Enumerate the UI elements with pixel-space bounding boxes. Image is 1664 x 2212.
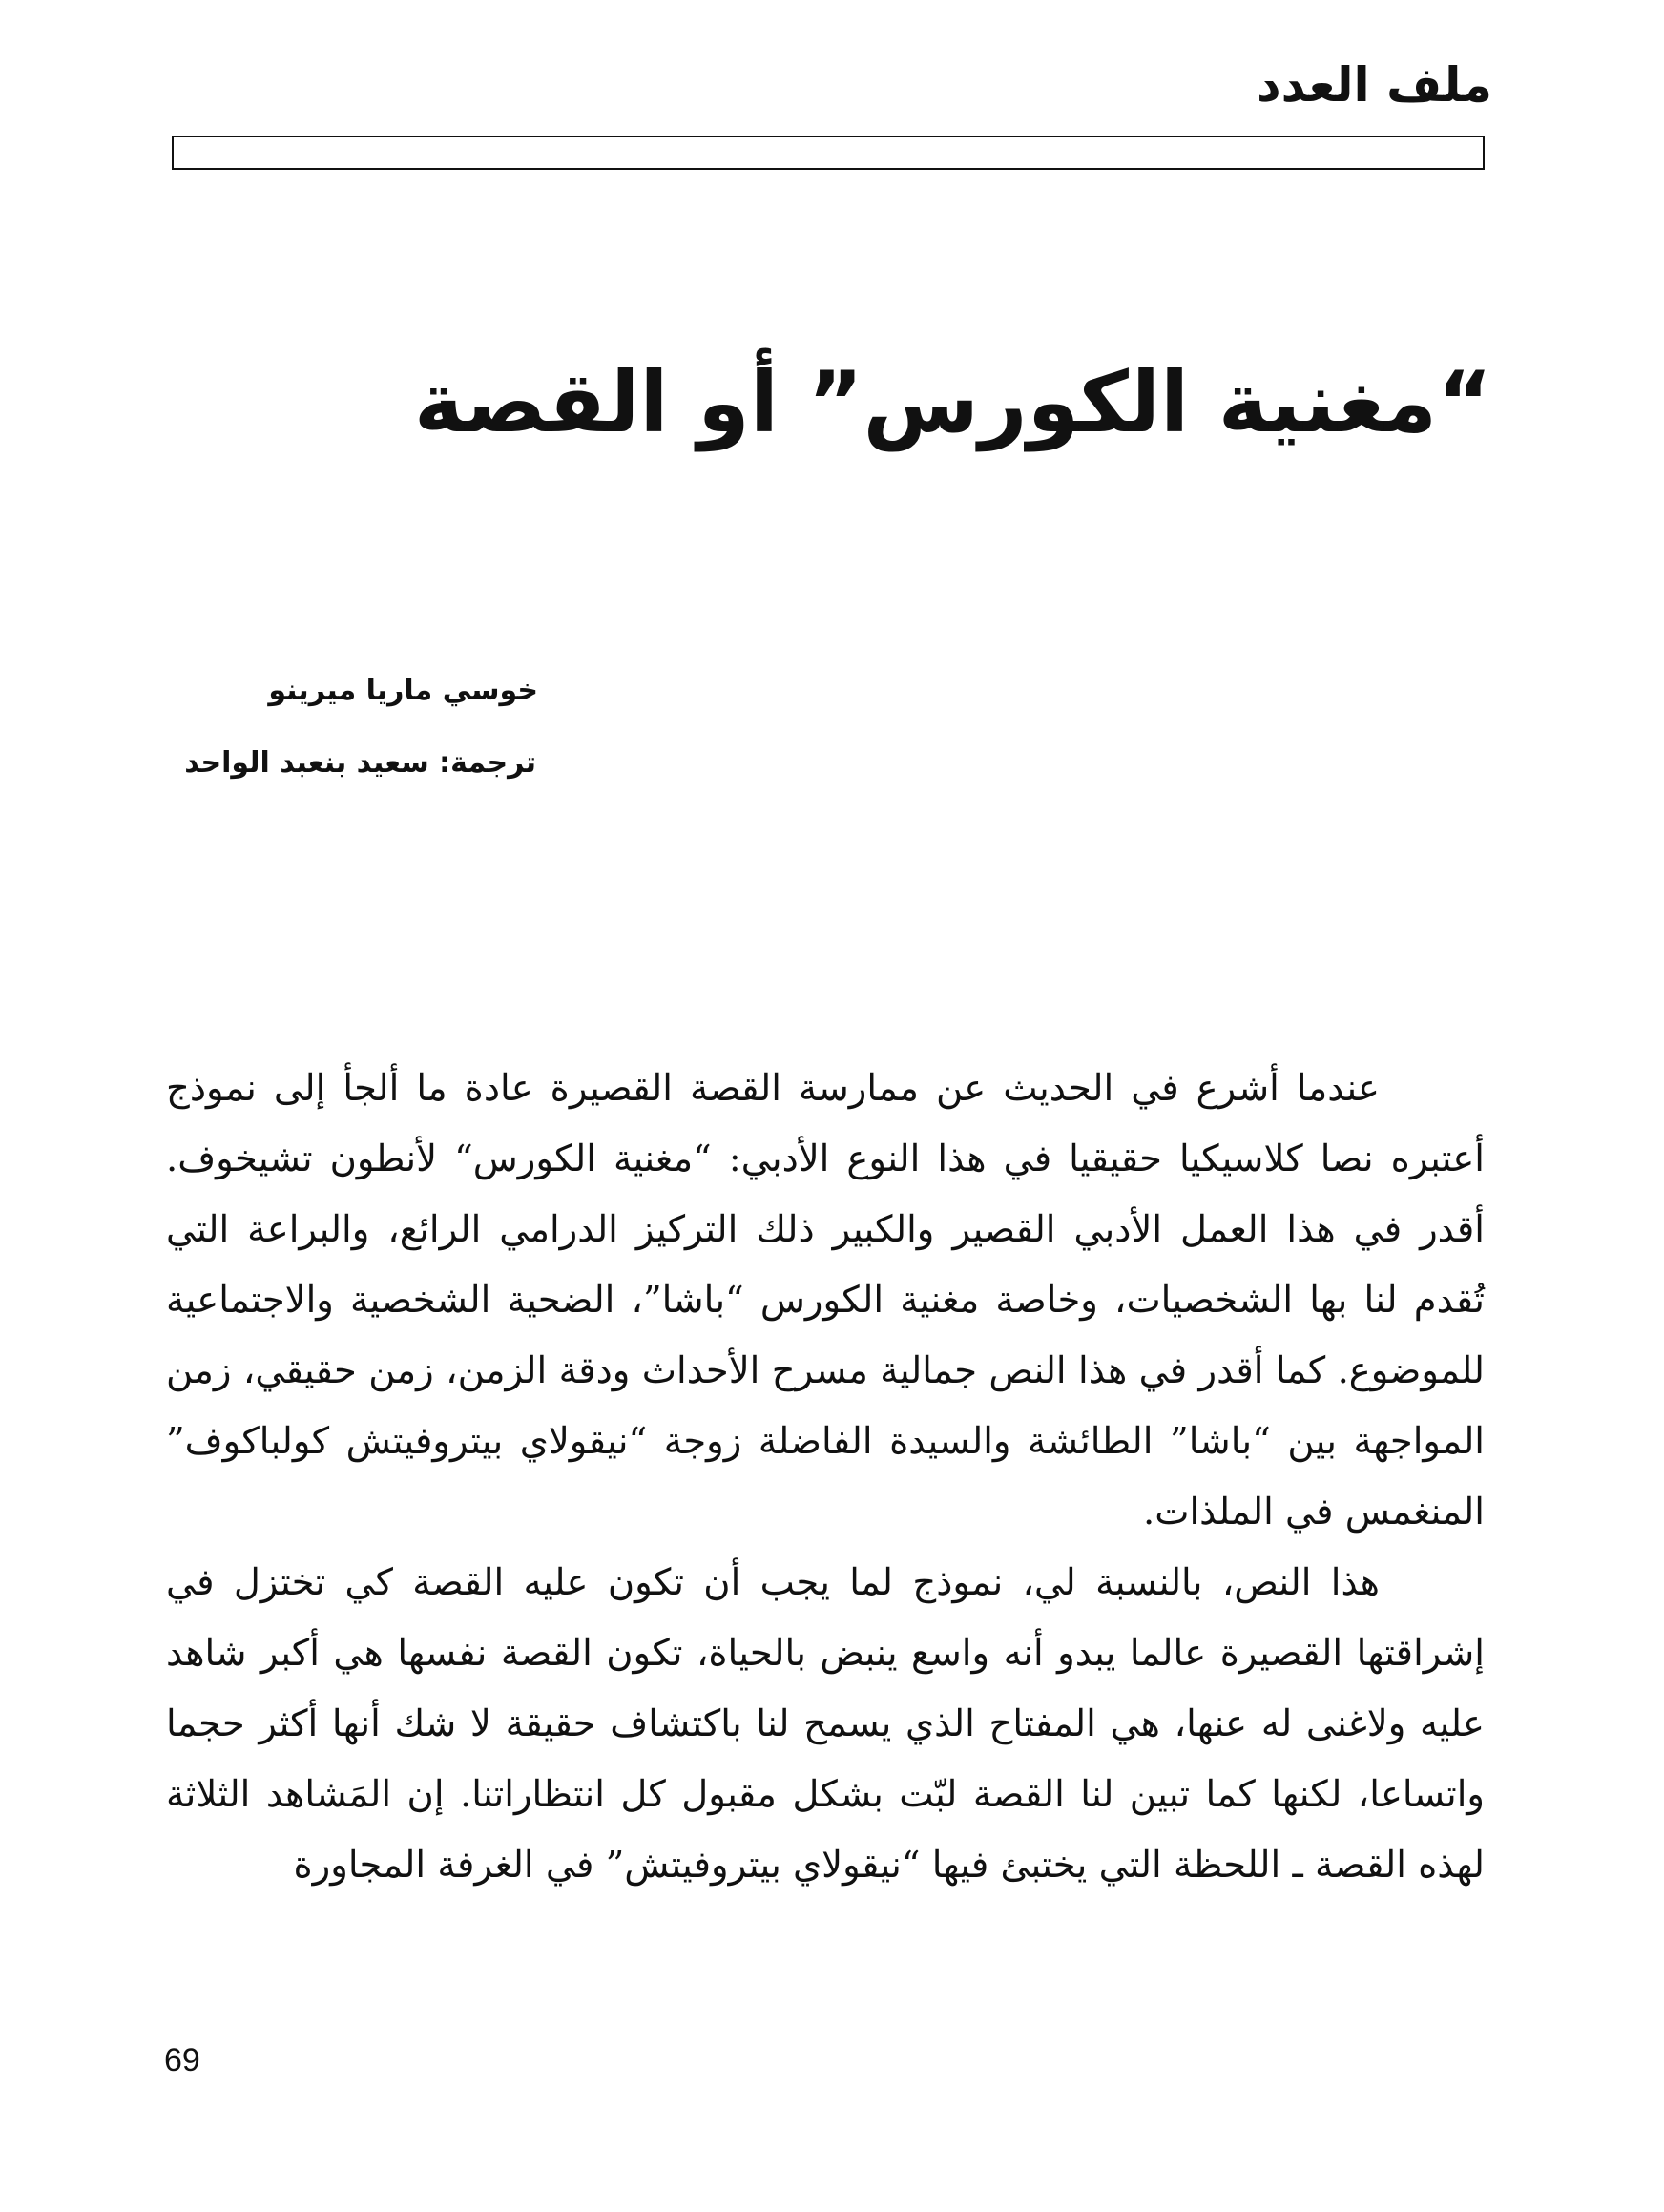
header-rule-box xyxy=(172,136,1485,170)
author-name: خوسي ماريا ميرينو xyxy=(268,674,538,707)
translator-credit: ترجمة: سعيد بنعبد الواحد xyxy=(184,746,536,780)
article-title: “مغنية الكورس” أو القصة xyxy=(413,353,1492,451)
section-label: ملف العدد xyxy=(1257,57,1492,113)
paragraph: عندما أشرع في الحديث عن ممارسة القصة القصيرة عادة ما ألجأ إلى نموذج أعتبره نصا كلاسيكيا حقيقيا في هذا النوع الأدبي: “مغنية الكورس“ لأنطون تشيخوف. أقدر في هذا العمل الأدبي القصير والكبير ذلك التركيز الدرامي الرائع، والبراعة التي تُقدم لنا بها الشخصيات، وخاصة مغنية الكورس “باشا”، الضحية الشخصية والاجتماعية للموضوع. كما أقدر في هذا النص جمالية مسرح الأحداث ودقة الزمن، زمن حقيقي، زمن المواجهة بين “باشا” الطائشة والسيدة الفاضلة زوجة “نيقولاي بيتروفيتش كولباكوف” المنغمس في الملذات. xyxy=(166,1067,1486,1534)
page-number: 69 xyxy=(164,2042,200,2078)
paragraph: هذا النص، بالنسبة لي، نموذج لما يجب أن تكون عليه القصة كي تختزل في إشراقتها القصيرة عالما يبدو أنه واسع ينبض بالحياة، تكون القصة نفسها هي أكبر شاهد عليه ولاغنى له عنها، هي المفتاح الذي يسمح لنا باكتشاف حقيقة لا شك أنها أكثر حجما واتساعا، لكنها كما تبين لنا القصة لبّت بشكل مقبول كل انتظاراتنا. إن المَشاهد الثلاثة لهذه القصة ـ اللحظة التي يختبئ فيها “نيقولاي بيتروفيتش” في الغرفة المجاورة xyxy=(166,1561,1485,1887)
article-body xyxy=(166,1054,1485,1901)
